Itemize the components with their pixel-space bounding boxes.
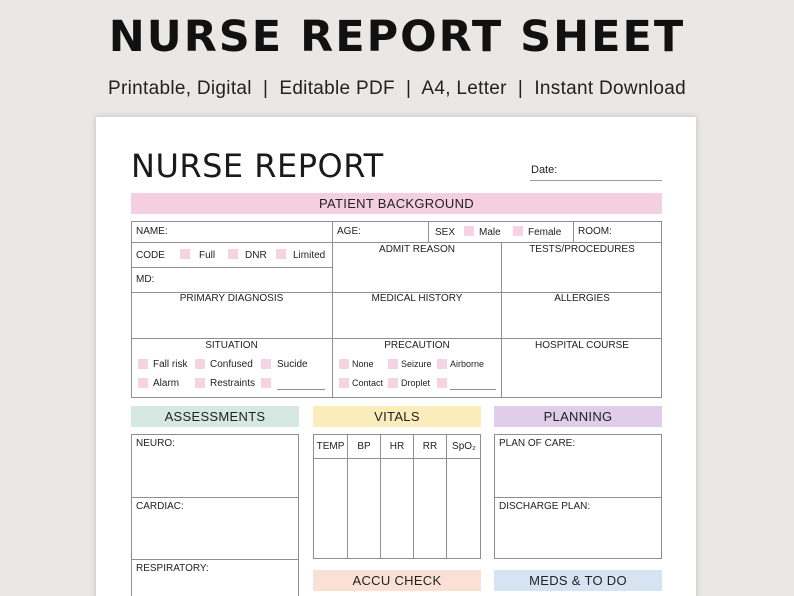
- sex-label: SEX: [435, 227, 456, 238]
- date-field[interactable]: [530, 180, 662, 181]
- age-label: AGE:: [337, 226, 361, 237]
- md-label: MD:: [136, 274, 155, 285]
- situation-other-checkbox[interactable]: [261, 378, 271, 388]
- precaution-other-checkbox[interactable]: [437, 378, 447, 388]
- age-field[interactable]: [366, 223, 424, 240]
- dnr-checkbox[interactable]: [228, 249, 238, 259]
- droplet-checkbox[interactable]: [388, 378, 398, 388]
- vitals-col-temp: TEMP: [316, 441, 345, 452]
- confused-label: Confused: [210, 359, 253, 370]
- airborne-label: Airborne: [450, 359, 485, 369]
- hospital-course-label: HOSPITAL COURSE: [535, 340, 629, 351]
- restraints-checkbox[interactable]: [195, 378, 205, 388]
- male-label: Male: [479, 227, 501, 238]
- name-label: NAME:: [136, 226, 168, 237]
- date-label: Date:: [531, 164, 558, 176]
- female-checkbox[interactable]: [513, 226, 523, 236]
- discharge-plan-label: DISCHARGE PLAN:: [499, 501, 591, 512]
- dnr-label: DNR: [245, 250, 267, 261]
- plan-of-care-label: PLAN OF CARE:: [499, 438, 576, 449]
- confused-checkbox[interactable]: [195, 359, 205, 369]
- report-sheet: [96, 117, 696, 596]
- neuro-label: NEURO:: [136, 438, 175, 449]
- situation-other-field[interactable]: [277, 389, 325, 390]
- contact-label: Contact: [352, 378, 384, 388]
- airborne-checkbox[interactable]: [437, 359, 447, 369]
- room-label: ROOM:: [578, 226, 612, 237]
- planning-header: PLANNING: [494, 406, 662, 427]
- fall-risk-label: Fall risk: [153, 359, 188, 370]
- name-field[interactable]: [176, 223, 326, 240]
- alarm-checkbox[interactable]: [138, 378, 148, 388]
- contact-checkbox[interactable]: [339, 378, 349, 388]
- vitals-col-rr: RR: [422, 441, 438, 452]
- code-label: CODE: [136, 250, 165, 261]
- female-label: Female: [528, 227, 562, 238]
- allergies-label: ALLERGIES: [554, 293, 610, 304]
- male-checkbox[interactable]: [464, 226, 474, 236]
- restraints-label: Restraints: [210, 378, 256, 389]
- alarm-label: Alarm: [153, 378, 180, 389]
- sheet-title: NURSE REPORT: [131, 147, 384, 185]
- seizure-checkbox[interactable]: [388, 359, 398, 369]
- banner-headline: NURSE REPORT SHEET: [108, 12, 686, 62]
- vitals-table: [313, 434, 481, 559]
- assessments-header: ASSESSMENTS: [131, 406, 299, 427]
- patient-background-header: PATIENT BACKGROUND: [131, 193, 662, 214]
- respiratory-label: RESPIRATORY:: [136, 563, 209, 574]
- full-label: Full: [199, 250, 216, 261]
- primary-diagnosis-label: PRIMARY DIAGNOSIS: [179, 293, 284, 304]
- meds-to-do-header: MEDS & TO DO: [494, 570, 662, 591]
- full-checkbox[interactable]: [180, 249, 190, 259]
- droplet-label: Droplet: [401, 378, 431, 388]
- vitals-col-hr: HR: [389, 441, 405, 452]
- precaution-other-field[interactable]: [450, 389, 496, 390]
- limited-checkbox[interactable]: [276, 249, 286, 259]
- medical-history-label: MEDICAL HISTORY: [371, 293, 463, 304]
- sucide-label: Sucide: [277, 359, 308, 370]
- banner-subline: Printable, Digital | Editable PDF | A4, Letter | Instant Download: [108, 78, 686, 99]
- vitals-header: VITALS: [313, 406, 481, 427]
- precaution-label: PRECAUTION: [384, 340, 450, 351]
- limited-label: Limited: [293, 250, 326, 261]
- sucide-checkbox[interactable]: [261, 359, 271, 369]
- fall-risk-checkbox[interactable]: [138, 359, 148, 369]
- situation-label: SITUATION: [205, 340, 258, 351]
- vitals-col-bp: BP: [357, 441, 371, 452]
- none-checkbox[interactable]: [339, 359, 349, 369]
- cardiac-label: CARDIAC:: [136, 501, 184, 512]
- tests-procedures-label: TESTS/PROCEDURES: [529, 244, 635, 255]
- none-label: None: [352, 359, 374, 369]
- vitals-col-spo2: SpO₂: [452, 441, 476, 452]
- accu-check-header: ACCU CHECK: [313, 570, 481, 591]
- admit-reason-label: ADMIT REASON: [379, 244, 455, 255]
- seizure-label: Seizure: [401, 359, 432, 369]
